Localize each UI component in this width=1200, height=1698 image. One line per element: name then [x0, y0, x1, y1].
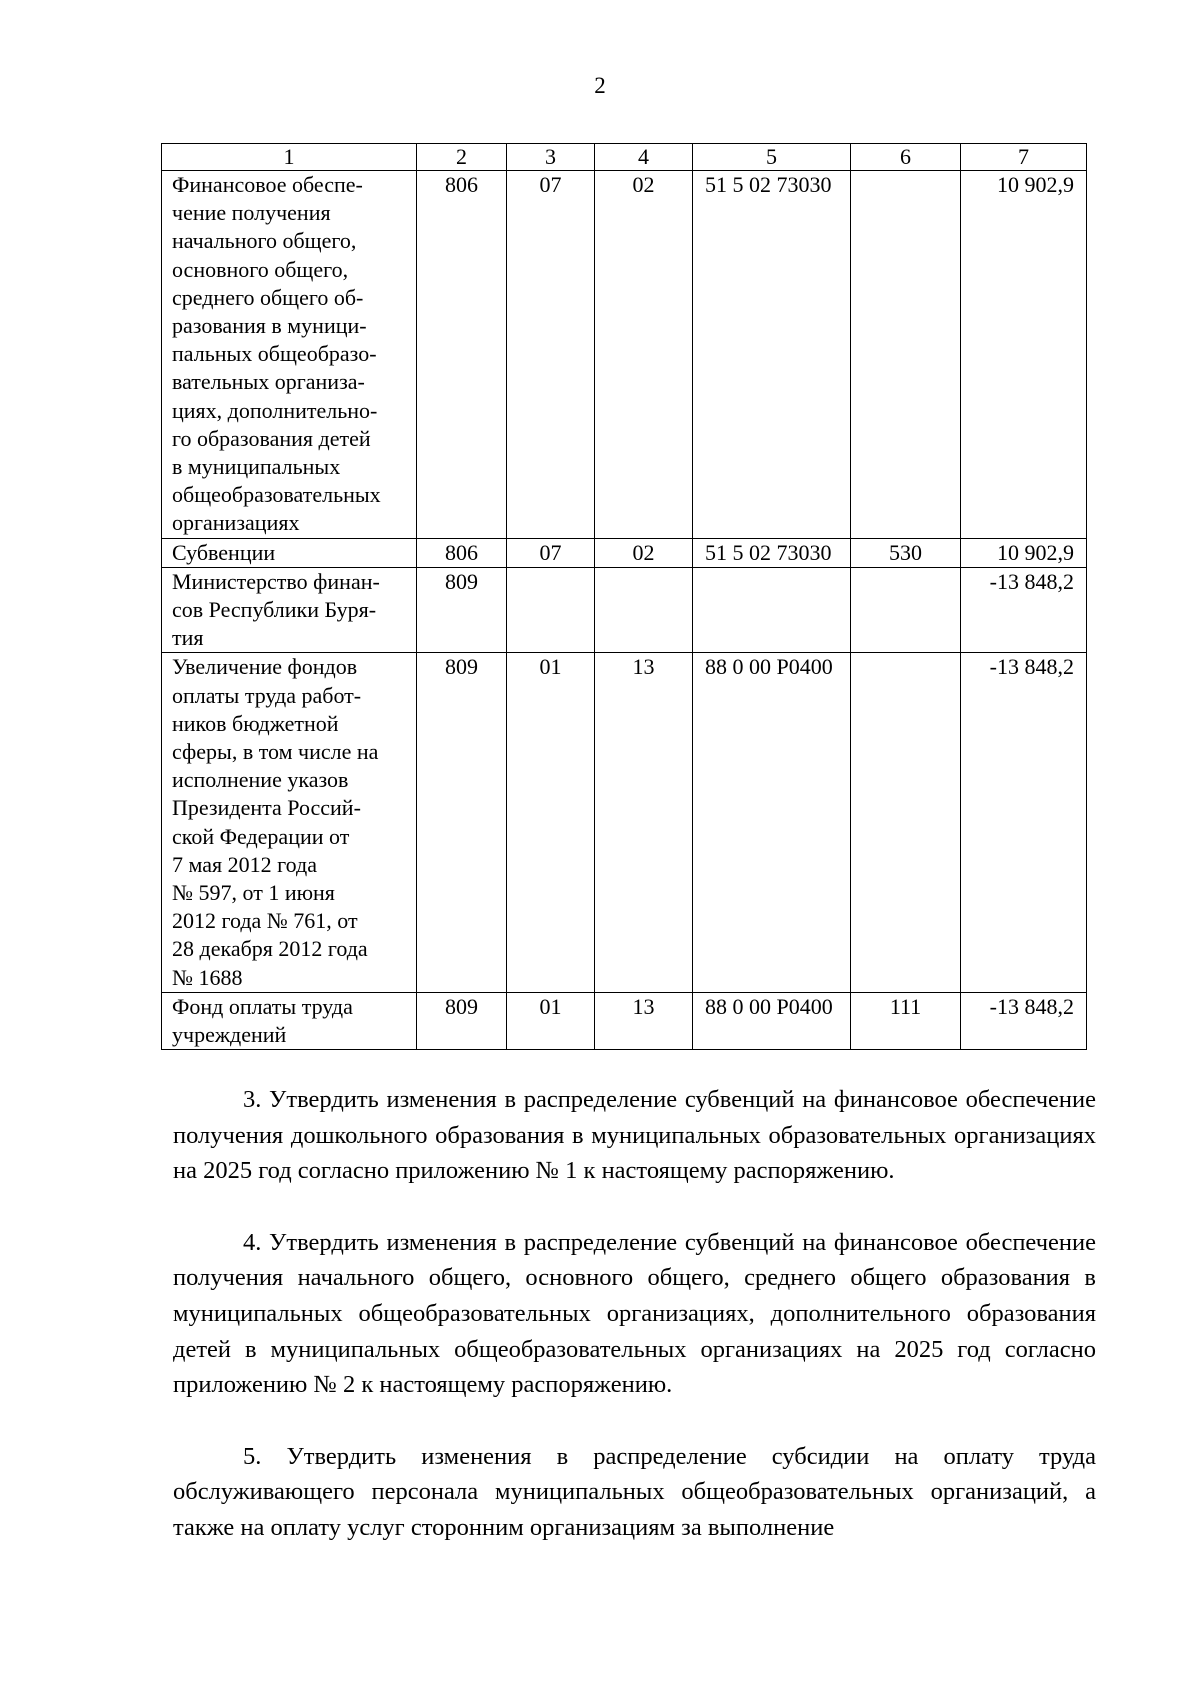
cell-ministry-code: 809: [417, 567, 507, 653]
cell-section-code: 01: [507, 653, 595, 992]
cell-target-code: 51 5 02 73030: [693, 538, 851, 567]
table-row: [162, 538, 1087, 567]
cell-expense-type-code: [851, 653, 961, 992]
column-header: 3: [507, 144, 595, 171]
page-number: 2: [594, 73, 606, 98]
paragraph-5: 5. Утвердить изменения в распределение субсидии на оплату труда обслуживающего персонала муниципальных общеобразовательных организаций, а также на оплату услуг сторонним организациям за выполнение: [173, 1442, 1096, 1541]
cell-section-code: 07: [507, 171, 595, 539]
cell-amount: -13 848,2: [961, 567, 1087, 653]
cell-amount: 10 902,9: [961, 538, 1087, 567]
cell-name: Фонд оплаты труда учреждений: [162, 992, 417, 1049]
cell-subsection-code: 02: [595, 171, 693, 539]
cell-target-code: 88 0 00 P0400: [693, 653, 851, 992]
cell-expense-type-code: [851, 567, 961, 653]
table-row: [162, 567, 1087, 653]
column-header: 6: [851, 144, 961, 171]
cell-subsection-code: [595, 567, 693, 653]
cell-target-code: [693, 567, 851, 653]
cell-subsection-code: 13: [595, 992, 693, 1049]
cell-expense-type-code: [851, 171, 961, 539]
column-header: 1: [162, 144, 417, 171]
cell-section-code: [507, 567, 595, 653]
cell-target-code: 51 5 02 73030: [693, 171, 851, 539]
cell-ministry-code: 806: [417, 538, 507, 567]
table-row: [162, 653, 1087, 992]
table-header-row: [162, 144, 1087, 171]
cell-amount: -13 848,2: [961, 653, 1087, 992]
paragraph-4: 4. Утвердить изменения в распределение субвенций на финансовое обеспечение получения начального общего, основного общего, среднего общего образования в муниципальных общеобразовательных организациях, дополнительного образования детей в муниципальных общеобразовательных организациях на 2025 год согласно приложению № 2 к настоящему распоряжению.: [173, 1228, 1096, 1399]
document-body: [173, 1082, 1096, 1582]
cell-ministry-code: 809: [417, 653, 507, 992]
column-header: 5: [693, 144, 851, 171]
cell-expense-type-code: 111: [851, 992, 961, 1049]
table-row: [162, 171, 1087, 539]
cell-section-code: 01: [507, 992, 595, 1049]
cell-ministry-code: 806: [417, 171, 507, 539]
cell-subsection-code: 02: [595, 538, 693, 567]
column-header: 4: [595, 144, 693, 171]
cell-name: Увеличение фондов оплаты труда работ- ников бюджетной сферы, в том числе на исполнение указов Президента Россий- ской Федерации от 7 мая 2012 года № 597, от 1 июня 2012 года № 761, от 28 декабря 2012 года № 1688: [162, 653, 417, 992]
paragraph-3: 3. Утвердить изменения в распределение субвенций на финансовое обеспечение получения дошкольного образования в муниципальных образовательных организациях на 2025 год согласно приложению № 1 к настоящему распоряжению.: [173, 1086, 1096, 1185]
cell-amount: -13 848,2: [961, 992, 1087, 1049]
cell-name: Министерство финан- сов Республики Буря- тия: [162, 567, 417, 653]
cell-target-code: 88 0 00 P0400: [693, 992, 851, 1049]
cell-amount: 10 902,9: [961, 171, 1087, 539]
column-header: 2: [417, 144, 507, 171]
cell-name: Финансовое обеспе- чение получения начального общего, основного общего, среднего общего об- разования в муници- пальных общеобразо- вательных организа- циях, дополнительно- го образования детей в муниципальных общеобразовательных организациях: [162, 171, 417, 539]
cell-expense-type-code: 530: [851, 538, 961, 567]
budget-table: [161, 143, 1087, 1050]
column-header: 7: [961, 144, 1087, 171]
cell-section-code: 07: [507, 538, 595, 567]
cell-ministry-code: 809: [417, 992, 507, 1049]
table-row: [162, 992, 1087, 1049]
cell-subsection-code: 13: [595, 653, 693, 992]
cell-name: Субвенции: [162, 538, 417, 567]
